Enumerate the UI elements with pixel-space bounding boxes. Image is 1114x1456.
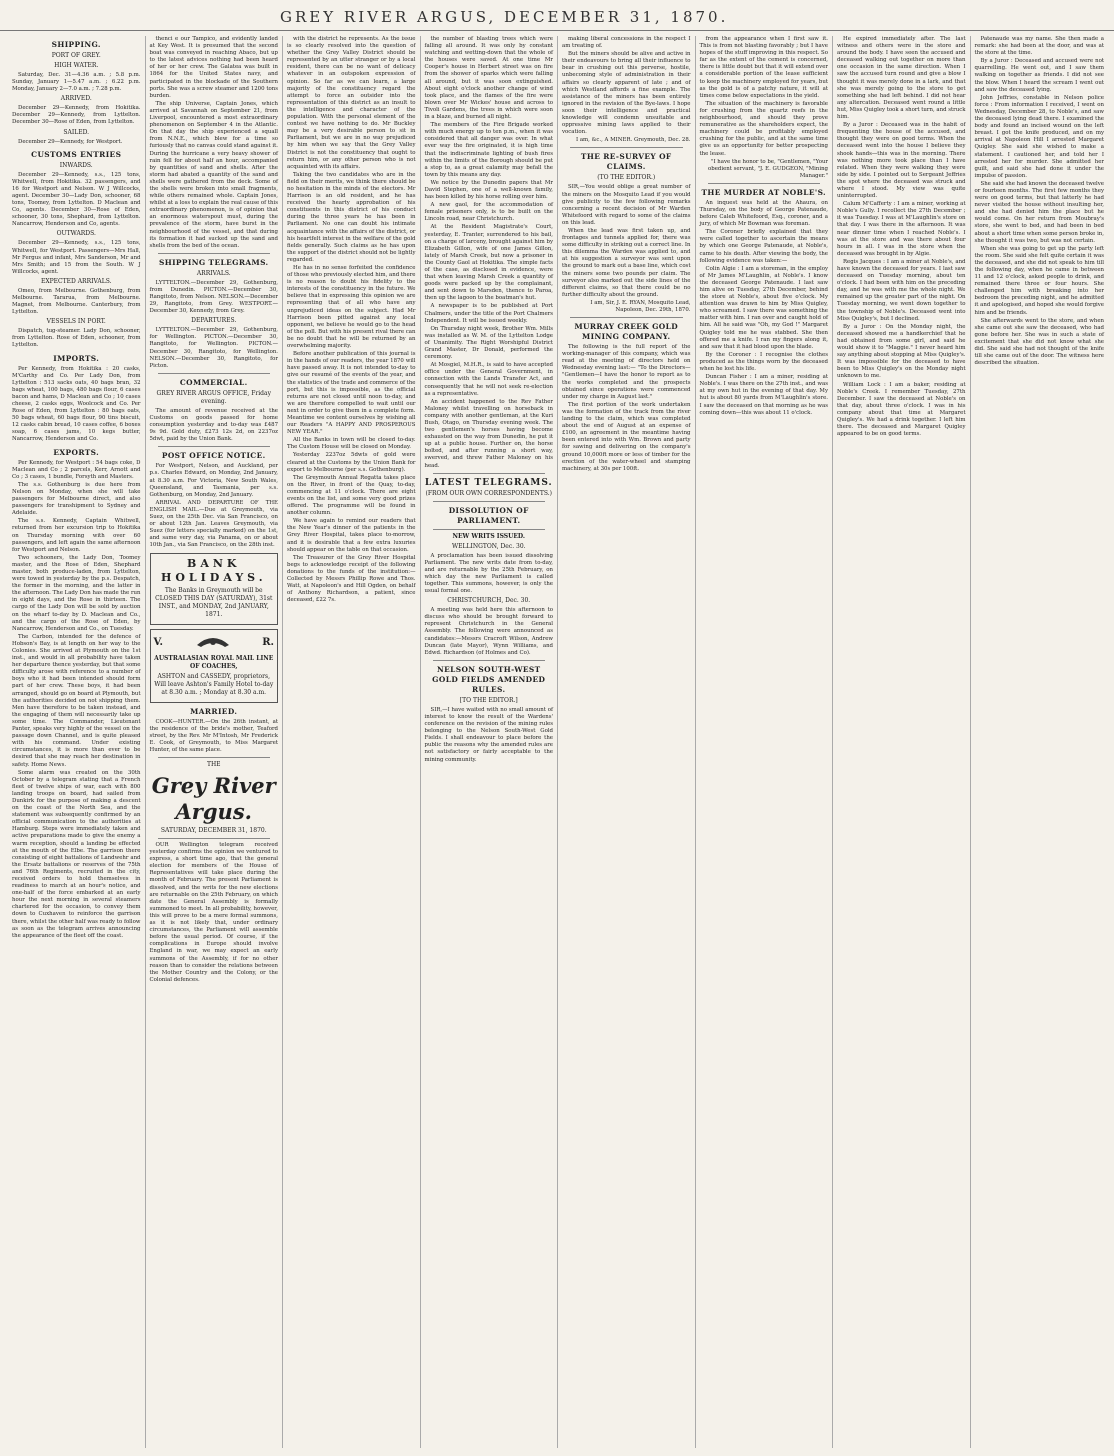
divider bbox=[433, 473, 546, 474]
leader-text: OUR Wellington telegram received yesterday confirms the opinion we ventured to express, a short time ago, that the general election for members of the House of Representatives will take place during the month of February. The present Parliament is dissolved, and the writs for the new elections are returnable on the 25th February, on which date the General Assembly is formally summoned to meet. In all probability, however, this will prove to be a mere formal summons, as it is not likely that, under ordinary circumstances, the Parliament will assemble before the usual period. Of course, if the complications in Europe should involve England in war, we may expect an early summons of the Assembly, if for no other reason than to consider the relations between the Mother Country and the Colony, or the Colonial defences. bbox=[149, 842, 278, 983]
bank-holidays-notice bbox=[150, 553, 279, 625]
coach-advert bbox=[150, 629, 279, 702]
news-paragraph: All the Banks in town will be closed to-day. The Custom House will be closed on Monday. bbox=[287, 437, 416, 451]
divider bbox=[433, 501, 546, 502]
bank-holidays-text: The Banks in Greymouth will be CLOSED THIS DAY (SATURDAY), 31st INST., and MONDAY, 2nd JANUARY, 1871. bbox=[155, 587, 273, 619]
news-paragraph: A newspaper is to be published at Port Chalmers, under the title of the Port Chalmers Independent. It will be issued weekly. bbox=[424, 303, 553, 324]
inquest-text: She said she had known the deceased twelve or fourteen months. The first few months they were on good terms, but that latterly he had never visited the house without insulting her, and she had denied him the place but he would come. On her return from Moubray's store, she went to bed, and had been in bed about a short time when some person broke in, she thought it was two, but was not certain. bbox=[974, 180, 1104, 244]
inquest-text: When she was going to get up the party left the room. She said she felt quite certain it was the deceased, and she did not speak to him till the following day, when he came in between 11 and 12 o'clock, asked people to drink, and remained there three or four hours. She challenged him with breaking into her bedroom the preceding night, and he admitted it and apologised, and hoped she would forgive him and be friends. bbox=[974, 245, 1104, 316]
vessels-text: Dispatch, tug-steamer. Lady Don, schooner, from Lyttelton. Rose of Eden, schooner, from Lyttelton. bbox=[12, 328, 141, 349]
telegram-text: A proclamation has been issued dissolving Parliament. The new writs date from to-day, and are returnable by the 25th February, on which day the new Parliament is called together. This summons, however, is only the usual formal one. bbox=[424, 552, 553, 595]
high-water-heading: HIGH WATER. bbox=[54, 62, 99, 69]
columns bbox=[8, 36, 1108, 1448]
exports-heading: EXPORTS. bbox=[53, 447, 100, 457]
news-paragraph: The s.s. Gothenburg is due here from Nelson on Monday, when she will take passengers for Melbourne direct, and also passengers for transhipment to Sydney and Adelaide. bbox=[12, 481, 141, 517]
news-paragraph: At Mosgiel, M.H.R., is said to have accepted office under the General Government, in connection with the Lands Transfer Act, and consequently that he will not seek re-election as a representative. bbox=[424, 362, 553, 397]
news-paragraph: He has in no sense forfeited the confidence of those who previously elected him, and there is no reason to doubt his fidelity to the interests of the constituency in the future. We believe that in expressing this opinion we are representing that of all who have any unprejudiced ideas on the subject. Had Mr Harrison been pitted against any local opponent, we believe he would go to the head of the poll. But with his present rival there can be no doubt that he will be returned by an overwhelming majority. bbox=[287, 265, 416, 350]
dissolution-heading: DISSOLUTION OF PARLIAMENT. bbox=[448, 505, 529, 525]
letter-text: When the lead was first taken up, and frontages and tunnels applied for, there was some difficulty in striking out a correct line. In this dilemma the Warden was applied to, and at his suggestion a surveyor was sent upon the ground to mark out a base line, which cost the miners some two pounds per claim. The surveyor also marked out the side lines of the different claims, so that there could be no further difficulty about the ground. bbox=[562, 227, 691, 298]
murder-heading: THE MURDER AT NOBLE'S. bbox=[701, 187, 827, 197]
news-paragraph: thenci e our Tampico, and evidently landed at Key West. It is presumed that the second boat was conveyed in reaching Abaco, but up to the latest advices nothing had been heard of her or her crew. The Galatea was built in 1864 for the United States navy, and participated in the blockade of the Southern ports. She was a screw steamer and 1200 tons burden. bbox=[149, 36, 278, 99]
inquest-text: William Lock : I am a baker, residing at Noble's Creek. I remember Tuesday, 27th December. I saw the deceased at Noble's on that day, about three o'clock. I was in his company about that time at Margaret Quigley's. We had a drink together. I left him there. The deceased and Margaret Quigley appeared to be on good terms. bbox=[837, 381, 966, 438]
news-paragraph: A new gaol, for the accommodation of female prisoners only, is to be built on the Lincoln road, near Christchurch. bbox=[424, 202, 553, 223]
exports-text: Per Kennedy, for Westport : 54 bags coke, D Maclean and Co ; 2 parcels, Kerr, Arnott and Co ; 3 cases, 1 bundle, Forsyth and Masters. bbox=[12, 459, 141, 480]
commercial-text: The amount of revenue received at the Customs on goods passed for home consumption yesterday and to-day was £487 9s 9d. Gold duty, £273 12s 2d, on 2237oz 5dwt, paid by the Union Bank. bbox=[149, 407, 278, 443]
dateline: WELLINGTON, Dec. 30. bbox=[451, 542, 526, 550]
inquest-text: The Coroner briefly explained that they were called together to ascertain the means by which one George Patenaude, at Noble's, came to his death. After viewing the body, the following evidence was taken:— bbox=[699, 229, 828, 264]
nameplate-the: THE bbox=[206, 761, 221, 768]
issue-date: SATURDAY, DECEMBER 31, 1870. bbox=[160, 827, 267, 834]
departures-heading: DEPARTURES. bbox=[191, 317, 237, 325]
signature: I am, Sir, J. E. RYAN, Mosquito Lead, Napoleon, Dec. 29th, 1870. bbox=[590, 299, 691, 313]
inquest-text: Duncan Fisher : I am a miner, residing at Noble's. I was there on the 27th inst., and was at my own hut in the evening of that day. My hut is about 80 yards from M'Laughlin's store. I saw the deceased on that morning as he was coming down—this was about 11 o'clock. bbox=[699, 374, 828, 416]
married-heading: MARRIED. bbox=[190, 706, 238, 716]
outwards-heading: OUTWARDS. bbox=[56, 230, 96, 238]
sailed-heading: SAILED. bbox=[63, 128, 90, 136]
column-1 bbox=[8, 36, 146, 1448]
news-paragraph: Before another publication of this journal is in the hands of our readers, the year 1870 will have passed away. It is not intended to-day to give our resumé of the events of the year, and the statistics of the trade and commerce of the port, but this is impossible, as the official returns are not closed until noon to-day, and we are therefore compelled to wait until our next in order to give them in a complete form. Meantime we content ourselves by wishing all our Readers "A HAPPY AND PROSPEROUS NEW YEAR." bbox=[287, 351, 416, 436]
news-paragraph: At the Resident Magistrate's Court, yesterday, E. Tranter, surrendered to his bail, on a charge of larceny, brought against him by Elizabeth Gillon, wife of one James Gillon, lately of Marsh Creek, but now a prisoner in the County Gaol at Hokitika. The simple facts of the case, as disclosed in evidence, were that when leaving Marsh Creek a quantity of goods were packed up by the complainant, and sent down to Marsden, thence to Paroa, then up the lagoon to the boatman's hut. bbox=[424, 224, 553, 302]
to-editor-label: [TO THE EDITOR.] bbox=[459, 696, 518, 704]
column-7 bbox=[833, 36, 971, 1448]
murray-creek-heading: MURRAY CREEK GOLD MINING COMPANY. bbox=[574, 322, 679, 342]
sailed-text: December 29—Kennedy, for Westport. bbox=[18, 138, 123, 145]
divider bbox=[158, 446, 271, 447]
divider bbox=[570, 147, 683, 148]
news-paragraph: The Treasurer of the Grey River Hospital begs to acknowledge receipt of the following donations to the funds of the institution:— Collected by Messrs Phillip Rowe and Thos. Watt, at Napoleon's and Hill Ogden, on behalf of Anthony Richardson, a patient, since deceased, £22 7s. bbox=[287, 554, 416, 604]
report-text: The following is the full report of the working-manager of this company, which was read at the meeting of directors held on Wednesday evening last:— "To the Directors— "Gentlemen—I have the honor to report as to the works completed and the prospects obtained since operations were commenced under my charge in August last." bbox=[562, 344, 691, 400]
expected-text: Omeo, from Melbourne. Gothenburg, from Melbourne. Tararua, from Melbourne. Magnet, from Melbourne. Canterbury, from Lyttelton. bbox=[12, 287, 141, 316]
inquest-text: By a Juror : Deceased and accused were not quarrelling. He went out, and I saw them walking on together as friends. I did not see the blow. When I heard the scream I went out and saw the deceased lying. bbox=[974, 58, 1104, 93]
column-4 bbox=[421, 36, 559, 1448]
imports-text: Per Kennedy, from Hokitika : 20 casks, M'Carthy and Co. Per Lady Don, from Lyttelton : 513 sacks oats, 40 bags bran, 32 bags wheat, 100 bags, 480 bags flour, 6 cases bacon and hams, D Maclean and Co ; 10 cases cheese, 2 casks eggs, Woolcock and Co. Per Rose of Eden, from Lyttelton : 80 bags oats, 50 bags wheat, 60 bags flour, 90 tins biscuit, 12 casks cabin bread, 10 cases coffee, 6 boxes soap, 6 cases jams, 10 kegs butter, Nancarrow, Henderson and Co. bbox=[12, 365, 141, 443]
inquest-text: He expired immediately after. The last witness and others were in the store and around the body. I have seen the accused and deceased walking out together on more than one occasion in the same direction. When I saw the accused turn round and give a blow I thought it was merely done in a lark, and that she was merely going to the store to get something she had left behind. I did not hear any altercation. Deceased went round a little hut, Miss Quigley took a short turn, and struck him. bbox=[837, 36, 966, 121]
header-title: GREY RIVER ARGUS, DECEMBER 31, 1870. bbox=[280, 8, 729, 26]
divider bbox=[570, 317, 683, 318]
divider bbox=[158, 757, 271, 758]
news-paragraph: The s.s. Kennedy, Captain Whitwell, returned from her excursion trip to Hokitika on Thursday morning with over 60 passengers, and left again the same afternoon for Westport and Nelson. bbox=[12, 518, 141, 553]
bank-holidays-heading: BANK HOLIDAYS. bbox=[160, 557, 267, 585]
column-5 bbox=[558, 36, 696, 1448]
telegram-text: A meeting was held here this afternoon to discuss who should be brought forward to represent Christchurch in the General Assembly. The following were announced as candidates:—Messrs Cracroft Wilson, Andrew Duncan (late Mayor), Wynn Williams, and Edwd. Richardson (of Holmes and Co). bbox=[424, 607, 553, 656]
news-paragraph: We have again to remind our readers that the New Year's dinner of the patients in the Grey River Hospital, takes place to-morrow, and it is desirable that a few extra luxuries should appear on the table on that occasion. bbox=[287, 518, 416, 553]
news-paragraph: We notice by the Dunedin papers that Mr David Stephen, one of a well-known family, has been killed by his horse rolling over him. bbox=[424, 179, 553, 201]
news-paragraph: On Thursday night week, Brother Wm. Mills was installed as W. M. of the Lyttelton Lodge of Unanimity. The Right Worshipful District Grand Master, Dr Donald, performed the ceremony. bbox=[424, 325, 553, 361]
port-heading: PORT OF GREY. bbox=[51, 52, 101, 59]
inquest-text: Calum M'Cafferty : I am a miner, working at Noble's Gully. I recollect the 27th December ; it was Tuesday. I was at M'Laughlin's store on that day. I was there in the afternoon. It was near dinner time when I reached Noble's. I was at the store and was there about four hours in all. I was in the store when the deceased was brought in by Algie. bbox=[837, 201, 966, 257]
customs-heading: CUSTOMS ENTRIES bbox=[31, 149, 122, 159]
signature: "I have the honor to be, "Gentlemen, "Your obedient servant, "J. E. GUDGEON, "Mining Manager." bbox=[708, 158, 828, 179]
inwards-text: December 29—Kennedy, s.s., 125 tons, Whitwell, from Hokitika. 32 passengers, and 16 for Westport and Nelson. W J Willcocks, agent. December 30—Lady Don, schooner, 68 tons, Toomey, from Lyttelton. D Maclean and Co, agents. December 30—Rose of Eden, schooner, 30 tons, Shephard, from Lyttelton. Nancarrow, Henderson and Co, agents. bbox=[12, 171, 141, 228]
letter-text: SIR,—You would oblige a great number of the miners on the Mosquito Lead if you would give publicity to the few following remarks concerning a recent decision of Mr Warden Whitefoord with regard to some of the claims on this lead. bbox=[562, 184, 691, 226]
coach-heading: AUSTRALASIAN ROYAL MAIL LINE OF COACHES, bbox=[154, 654, 274, 670]
inquest-text: Regis Jacques : I am a miner at Noble's, and have known the deceased for years. I last saw deceased on Tuesday morning, about ten o'clock. I had been with him on the preceding day, and he was with me the whole night. We remained up the greater part of the night. On Tuesday morning, we went down together to the township of Noble's. Deceased went into Miss Quigley's, but I declined. bbox=[837, 258, 966, 322]
news-paragraph: The Greymouth Annual Regatta takes place on the River, in front of the Quay, to-day, commencing at 11 o'clock. There are eight events on the list, and some very good prizes offered. The programme will be found in another column. bbox=[287, 474, 416, 517]
telegrams-arrivals: LYTTELTON.—December 29, Gothenburg, from Dunedin. PICTON.—December 30, Rangitoto, from Nelson. NELSON.—December 29, Rangitoto, from Grey. WESTPORT.—December 30, Kennedy, from Grey. bbox=[149, 279, 278, 315]
new-writs-heading: NEW WRITS ISSUED. bbox=[452, 532, 526, 540]
divider bbox=[433, 529, 546, 530]
inquest-text: Colin Algie : I am a storeman, in the employ of Mr James M'Laughlin, at Noble's. I know the deceased George Patenaude. I last saw him alive on Tuesday, 27th December, behind the store at Noble's, about five o'clock. My attention was drawn to him by Miss Quigley, who screamed. I saw there was something the matter with him. I ran over and caught hold of him. All he said was "Oh, my God !" Margaret Quigley told me he was stabbed. She then offered me a knife. I ran my fingers along it, and saw that it had blood upon the blade. bbox=[699, 265, 828, 350]
news-paragraph: Taking the two candidates who are in the field on their merits, we think there should be no hesitation in the minds of the electors. Mr Harrison is an old resident, and he has received the hearty approbation of his constituents in this district of his conduct during the three years he has been in Parliament. No one can doubt his intimate acquaintance with the affairs of the district, or his heartfelt interest in the welfare of the gold fields generally. Such claims as he has upon the support of the district should not be lightly regarded. bbox=[287, 171, 416, 263]
inwards-heading: INWARDS. bbox=[59, 161, 93, 169]
telegrams-heading: SHIPPING TELEGRAMS. bbox=[158, 257, 269, 267]
news-paragraph: An accident happened to the Rev Father Maloney whilst travelling on horseback in company with another gentleman, at the Kuri Bush, Otago, on Thursday evening week. The two gentlemen's horses having become exhausted on the way from Dunedin, he put it up at a public house. Further on, the horse bolted, and after running a short way, swerved, and threw Father Maloney on his head. bbox=[424, 398, 553, 469]
latest-telegrams-sub: (FROM OUR OWN CORRESPONDENTS.) bbox=[425, 489, 552, 497]
inquest-text: John Jeffries, constable in Nelson police force : From information I received, I went on Wednesday, December 28, to Noble's, and saw the deceased lying dead there. I examined the body and found an incised wound on the left breast. I got the knife produced, and on my arrival at Napoleon Hill I arrested Margaret Quigley. She said she wished to make a statement. I cautioned her, and told her I arrested her for murder. She admitted her guilt, and said she had done it under the impulse of passion. bbox=[974, 94, 1104, 179]
report-text: The first portion of the work undertaken was the formation of the track from the river landing to the claim, which was completed about the end of August at an expense of £100, an agreement in the meantime having been entered into with Wm. Brown and party for sawing and delivering on the company's ground 10,000ft more or less of timber for the erection of the water-wheel and stamping machinery, at 30s per 100ft. bbox=[562, 401, 691, 472]
inquest-text: She afterwards went to the store, and when she came out she saw the deceased, who had gone before her. She was in such a state of excitement that she did not know what she did. She said she had not thought of the knife till she came out of the door. The witness here described the situation. bbox=[974, 317, 1104, 367]
dateline: CHRISTCHURCH, Dec. 30. bbox=[447, 597, 531, 605]
royal-crest-icon bbox=[193, 633, 233, 652]
news-paragraph: The ship Universe, Captain Jones, which arrived at Savannah on September 21, from Liverpool, encountered a most extraordinary phenomenon on September 4 in the Atlantic. On that day the ship experienced a squall from N.N.E., which blew for a time so furiously that no canvas could stand against it. During the hurricane a very heavy shower of rain fell for about half an hour, accompanied by quantities of sand and shells. After the storm had abated a quantity of the sand and shells were gathered from the deck. Some of the shells were broken into small fragments, while others remained whole. Captain Jones, whilst at a loss to explain the real cause of this extraordinary phenomenon, is of opinion that an enormous waterspout must, during the prevalence of the storm, have burst in the neighbourhood of the vessel, and that during its formation it had sucked up the sand and shells from the bed of the ocean. bbox=[149, 100, 278, 249]
news-paragraph: Yesterday 2237oz 5dwts of gold were cleared at the Customs by the Union Bank for export to Melbourne (per s.s. Gothenburg). bbox=[287, 452, 416, 473]
inquest-text: An inquest was held at the Ahaura, on Thursday, on the body of George Patenaude, before Caleb Whitefoord, Esq., coroner, and a jury, of which Mr Bowman was foreman. bbox=[699, 199, 828, 228]
report-text: The situation of the machinery is favorable for crushing from the quartz reefs in the neighbourhood, and should they prove remunerative as the shareholders expect, the machinery could be profitably employed crushing for the public, and at the same time give us an opportunity for better prospecting the lease. bbox=[699, 100, 828, 157]
high-water-text: Saturday, Dec. 31—4.36 a.m. ; 5.8 p.m. Sunday, January 1—5.47 a.m. ; 6.22 p.m. Monday, January 2—7.0 a.m. ; 7.28 p.m. bbox=[12, 72, 141, 93]
resurvey-heading: THE RE-SURVEY OF CLAIMS. bbox=[580, 152, 672, 172]
married-text: COOK—HUNTER.—On the 26th instant, at the residence of the bride's mother, Teaford street, by the Rev. Mr M'Intosh, Mr Frederick E. Cook, of Greymouth, to Miss Margaret Hunter, of the same place. bbox=[149, 718, 278, 753]
post-office-heading: POST OFFICE NOTICE. bbox=[161, 451, 266, 461]
coach-text: ASHTON and CASSEDY, proprietors, Will leave Ashton's Family Hotel to-day at 8.30 a.m. ; Monday at 8.30 a.m. bbox=[154, 672, 274, 696]
nameplate: Grey River Argus. bbox=[151, 773, 276, 824]
outwards-text: December 29—Kennedy, s.s., 125 tons, Whitwell, for Westport. Passengers—Mrs Hall, Mr Fergus and infant, Mrs Sanderson, Mr and Mrs Smith; and 15 from the South. W J Willcocks, agent. bbox=[12, 240, 141, 275]
inquest-text: By the Coroner : I recognise the clothes produced as the things worn by the deceased when he lost his life. bbox=[699, 351, 828, 373]
vessels-heading: VESSELS IN PORT. bbox=[46, 318, 106, 326]
divider bbox=[158, 838, 271, 839]
inquest-text: Patenaude was my name. She then made a remark: she had been at the door, and was at the store at the time. bbox=[974, 36, 1104, 57]
news-paragraph: But the miners should be alive and active in their endeavours to bring all their influence to bear in crushing out this perverse, hostile, unbecoming style of administration in their affairs so clearly apparent of late ; and of which Westland affords a fine example. The assistance of the miners has been entirely ignored in the revision of the Bye-laws. I hope soon their intelligence and practical knowledge will condemn unsuitable and oppressive mining laws applied to their vocation. bbox=[562, 51, 691, 136]
to-editor-label: (TO THE EDITOR.) bbox=[597, 174, 656, 182]
arrived-heading: ARRIVED. bbox=[60, 95, 92, 103]
shipping-heading: SHIPPING. bbox=[51, 40, 101, 49]
post-office-text: For Westport, Nelson, and Auckland, per p.s. Charles Edward, on Monday, 2nd January, at 8.30 a.m. For Victoria, New South Wales, Queensland, and Tasmania, per s.s. Gothenburg, on Monday, 2nd January. bbox=[149, 463, 278, 498]
news-paragraph: The Carbon, intended for the defence of Hobson's Bay, is at length on her way to the Colonies. She arrived at Plymouth on the 1st inst., and would in all probability have taken her departure thence yesterday, but that some difficulty arose with reference to a number of boys who it had been intended should form part of her crew. These boys, it had been arranged, should go on board at Plymouth, but the authorities decided on not shipping them. Men have therefore to be taken instead, and the engaging of them will necessarily take up some time. The Commander, Lieutenant Panter, speaks very highly of the vessel on the passage down Channel, and is quite pleased with his command. Under existing circumstances, it is more than ever to be desired that she may reach her destination in safety. Home News. bbox=[12, 633, 141, 768]
mail-text: ARRIVAL AND DEPARTURE OF THE ENGLISH MAIL.—Due at Greymouth, via Suez, on the 25th Dec. via San Francisco, on or about 12th Jan. Leaves Greymouth, via Suez (for letters specially marked) on the 1st, and same very day, via Panama, on or about 10th Jan., via San Francisco, on the 28th inst. bbox=[149, 499, 278, 549]
expected-heading: EXPECTED ARRIVALS. bbox=[40, 277, 112, 285]
inquest-text: By a Juror : Deceased was in the habit of frequenting the house of the accused, and thought they were on good terms. When the deceased went into the house I believe they shook hands—this was in the morning. There was nothing more took place than I have related. When they were walking they were side by side. I pointed out to Sergeant Jeffries the spot where the deceased was struck and where I stood. My view was quite uninterrupted. bbox=[837, 122, 966, 200]
office-line: GREY RIVER ARGUS OFFICE, Friday evening. bbox=[156, 389, 271, 405]
news-paragraph: Two schooners, the Lady Don, Toomey master, and the Rose of Eden, Shephard master, both produce-laden, from Lyttelton, were towed in yesterday by the p.s. Despatch, the former in the morning, and the latter in the afternoon. The Lady Don has made the run in eight days, and the Rose in thirteen. The cargo of the Lady Don will be sold by auction on the wharf to-day by D. Maclean and Co., and the cargo of the Rose of Eden, by Nancarrow, Henderson and Co., on Tuesday. bbox=[12, 554, 141, 632]
imports-heading: IMPORTS. bbox=[53, 353, 100, 363]
vr-left: V. bbox=[153, 637, 163, 649]
latest-telegrams-heading: LATEST TELEGRAMS. bbox=[424, 477, 553, 488]
news-paragraph: with the district he represents. As the issue is so clearly resolved into the question of whether the Grey Valley District should be represented by an utter stranger or by a local resident, there can be no want of delicacy whatever in an outspoken expression of opinion. So far as we can learn, a large majority of the constituency regard the attempt to force an outsider into the representation of this district as an insult to the intelligence and character of the population. With the personal element of the contest we have nothing to do. Mr Buckley may be a very desirable person to sit in Parliament, but we are in no way prejudiced by him when we say that the Grey Valley District is not the constituency that ought to return him, or any other person who is not acquainted with its affairs. bbox=[287, 36, 416, 170]
inquest-text: By a Juror : On the Monday night, the deceased showed me a handkerchief that he had obtained from some girl, and said he would show it to "Maggie." I never heard him say anything about stopping at Miss Quigley's. It was impossible for the deceased to have been to Miss Quigley's on the Monday night unknown to me. bbox=[837, 323, 966, 380]
arrived-text: December 29—Kennedy, from Hokitika. December 29—Kennedy, from Lyttelton. December 30—Rose of Eden, from Lyttelton. bbox=[12, 105, 141, 126]
page-header bbox=[0, 0, 1114, 31]
arrivals-heading: ARRIVALS. bbox=[196, 269, 231, 277]
news-paragraph: The members of the Fire Brigade worked with much energy up to ten p.m., when it was considered that all danger was over. In what ever way the fire originated, it is high time that the indiscriminate lighting of bush fires within the limits of the Borough should be put a stop to, as a great calamity may befall the town by this means any day. bbox=[424, 122, 553, 178]
signature: I am, &c., A MINER. Greymouth, Dec. 28. bbox=[576, 137, 691, 144]
letter-text: SIR,—I have waited with no small amount of interest to know the result of the Wardens' conference on the revision of the mining rules belonging to the Nelson South-West Gold Fields. I shall endeavour to place before the public the reasons why the amended rules are not satisfactory or fairly acceptable to the mining community. bbox=[424, 706, 553, 763]
divider bbox=[708, 183, 821, 184]
news-paragraph: Some alarm was created on the 30th October by a telegram stating that a French fleet of twelve ships of war, each with 800 landing troops on board, had sailed from Dunkirk for the purpose of making a descent on the coast of the North Sea, and the statement was subsequently confirmed by an official communication to the authorities at Hamburg. Steps were immediately taken and active preparations made to give the enemy a warm reception, should a landing be effected at the mouth of the Elbe. The garrison there consisting of eight battalions of Landwehr and the Ersatz battalions or reserves of the 75th and 76th Regiments, recruited in the city, received orders to hold themselves in readiness to march at an hour's notice, and one-half of the force embarked at an early hour the next morning in several steamers chartered for the occasion, to convey them down to Cuxhaven to reinforce the garrison there, whilst the other half was ready to follow as soon as the telegram arrives announcing the appearance of the fleet off the coast. bbox=[12, 769, 141, 939]
column-8 bbox=[971, 36, 1109, 1448]
vr-right: R. bbox=[262, 637, 274, 649]
divider bbox=[158, 373, 271, 374]
telegrams-departures: LYTTELTON.—December 29, Gothenburg, for Wellington. PICTON.—December 30, Rangitoto, for Wellington. PICTON.—December 30, Rangitoto, for Wellington. NELSON.—December 30, Rangitoto, for Picton. bbox=[149, 327, 278, 369]
divider bbox=[158, 253, 271, 254]
news-paragraph: making liberal concessions in the respect I am treating of. bbox=[562, 36, 691, 50]
nelson-rules-heading: NELSON SOUTH-WEST GOLD FIELDS AMENDED RULES. bbox=[432, 664, 546, 694]
news-paragraph: the number of blasting trees which were falling all around. It was only by constant watching and wetting-down that the whole of the houses were saved. At one time Mr Cooper's house in Herbert street was on fire from the shower of sparks which were falling all around, but it was soon extinguished. About eight o'clock another change of wind took place, and the flames of the fire were blown over Mr Wickes' house and across to Tivoli Gardens, the trees in which were soon in a blaze, and burned all night. bbox=[424, 36, 553, 121]
report-text: from the appearance when I first saw it. This is from not blasting favorably ; but I have hopes of the stuff improving in this respect. So far as the extent of the cement is concerned, there is little doubt but that it will extend over a considerable portion of the lease sufficient to keep the machinery employed for years, but as the gold is of a patchy nature, it will at times come below expectations in the yield. bbox=[699, 36, 828, 99]
commercial-heading: COMMERCIAL. bbox=[179, 377, 248, 387]
divider bbox=[433, 660, 546, 661]
column-6 bbox=[696, 36, 834, 1448]
column-3 bbox=[283, 36, 421, 1448]
column-2 bbox=[146, 36, 284, 1448]
